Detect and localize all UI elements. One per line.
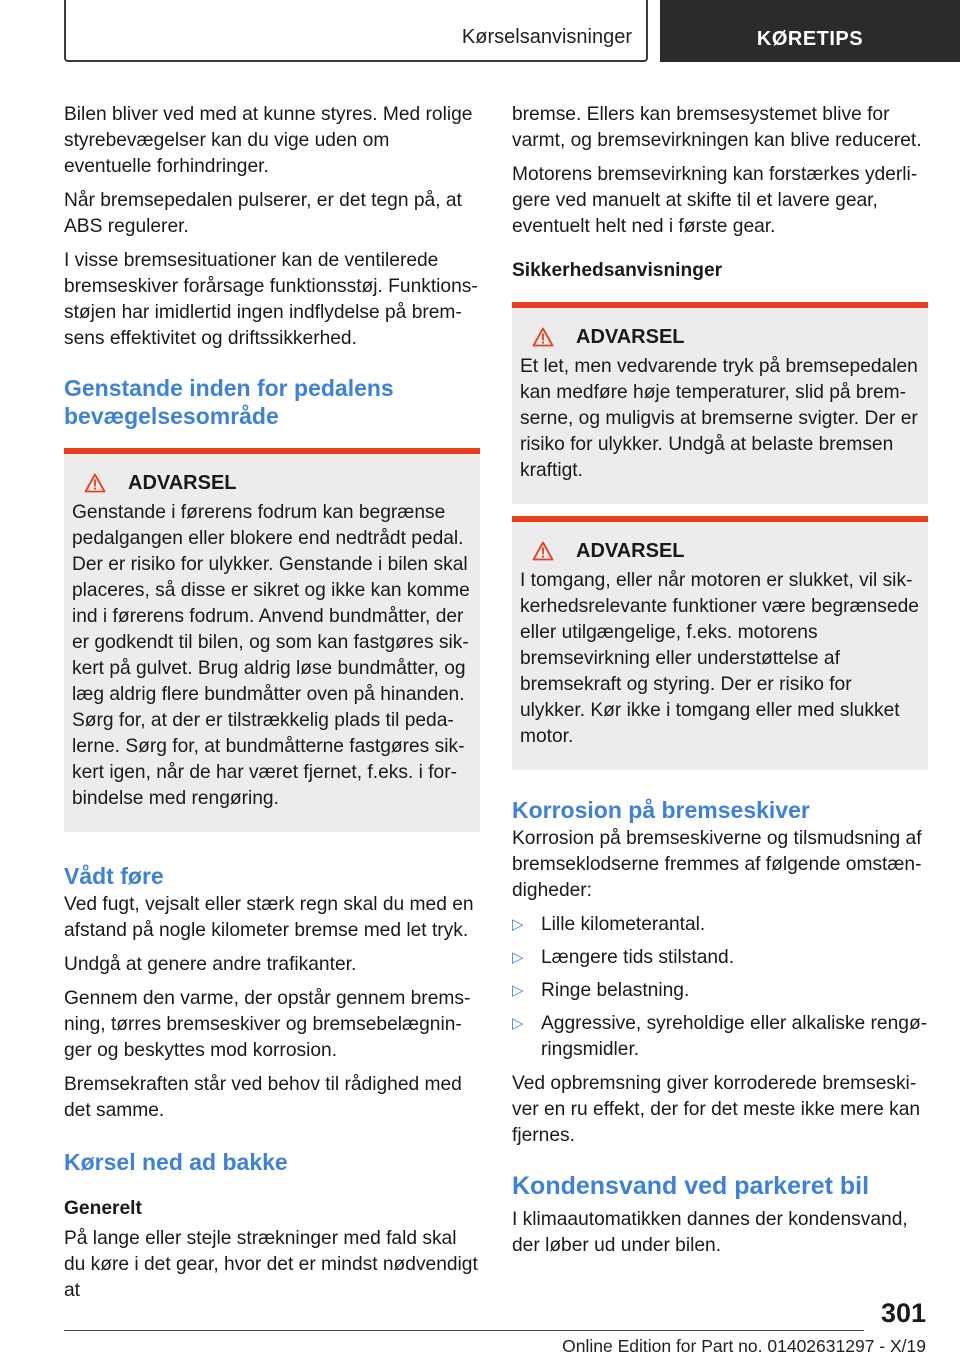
triangle-bullet-icon: ▷ [512,916,524,933]
paragraph: På lange eller stejle strækninger med fald skal du køre i det gear, hvor det er mindst nødvendigt at [64,1228,478,1301]
paragraph: Når bremsepedalen pulserer, er det tegn på, at ABS regulerer. [64,190,462,237]
list-item: ▷ Længere tids stilstand. [512,945,928,971]
header-section-tab [64,0,648,62]
warning-title [72,470,472,496]
left-column [64,102,480,1312]
heading-corrosion: Korrosion på bremseskiver [512,797,810,823]
paragraph: Undgå at genere andre trafikanter. [64,954,357,975]
triangle-bullet-icon: ▷ [512,1015,524,1032]
page-number: 301 [880,1298,926,1328]
list-item: ▷ Lille kilometerantal. [512,912,928,938]
warning-title-text: ADVARSEL [576,540,685,562]
warning-box-idle [512,516,928,770]
subheading-general: Generelt [64,1198,142,1219]
paragraph: I visse bremsesituationer kan de ventilerede bremseskiver forårsage funktionsstøj. Funktionsstøjen har imidlertid ingen indflydelse på bremsens effektivitet og driftssikkerhed. [64,250,478,349]
right-column [512,102,928,1267]
heading-downhill: Kørsel ned ad bakke [64,1149,288,1175]
header-section-title: Kørselsanvisninger [461,26,632,48]
heading-condensate: Kondensvand ved parkeret bil [512,1172,870,1200]
header-chapter-title: KØRETIPS [756,28,864,50]
paragraph: bremse. Ellers kan bremsesystemet blive for varmt, og bremsevirkningen kan blive reduceret. [512,104,922,151]
heading-wet-road: Vådt føre [64,863,164,889]
warning-text: I tomgang, eller når motoren er slukket, vil sikkerhedsrelevante funktioner være begrænsede eller utilgængelige, f.eks. motorens bremsevirkning eller understøttelse af bremsekraft og styring. Der er risiko for ulykker. Kør ikke i tomgang eller med slukket motor. [520,570,919,747]
paragraph: Ved fugt, vejsalt eller stærk regn skal du med en afstand på nogle kilometer bremse med let tryk. [64,894,474,941]
warning-triangle-icon [532,327,554,347]
paragraph: Bremsekraften står ved behov til rådighed med det samme. [64,1074,462,1121]
footer-divider [64,1330,864,1331]
warning-title-text: ADVARSEL [576,326,685,348]
paragraph: Motorens bremsevirkning kan forstærkes yderligere ved manuelt at skifte til et lavere gear, eventuelt helt ned i første gear. [512,164,918,237]
footer-edition: Online Edition for Part no. 01402631297 - X/19 [562,1336,926,1356]
list-item: ▷ Aggressive, syreholdige eller alkaliske rengøringsmidler. [512,1013,928,1060]
warning-triangle-icon [532,541,554,561]
triangle-bullet-icon: ▷ [512,982,524,999]
triangle-bullet-icon: ▷ [512,949,524,966]
warning-text: Genstande i førerens fodrum kan begrænse pedalgangen eller blokere end nedtrådt pedal. Der er risiko for ulykker. Genstande i bilen skal placeres, så disse er sikret og ikke kan komme ind i førerens fodrum. Anvend bundmåtter, der er godkendt til bilen, og som kan fastgøres sikkert på gulvet. Brug aldrig løse bundmåtter, og læg aldrig flere bundmåtter oven på hinanden. Sørg for, at der er tilstrækkelig plads til pedalerne. Sørg for, at bundmåtterne fastgøres sikkert igen, når de har været fjernet, f.eks. i forbindelse med rengøring. [72,502,470,809]
list-item: ▷ Ringe belastning. [512,978,928,1004]
subheading-safety: Sikkerhedsanvisninger [512,260,723,281]
warning-box-brake-pressure [512,302,928,504]
corrosion-list [512,912,928,1063]
paragraph: Bilen bliver ved med at kunne styres. Med rolige styrebevægelser kan du vige uden om eventuelle forhindringer. [64,104,473,177]
paragraph: Korrosion på bremseskiverne og tilsmudsning af bremseklodserne fremmes af følgende omstændigheder: [512,828,922,901]
paragraph: I klimaautomatikken dannes der kondensvand, der løber ud under bilen. [512,1209,908,1256]
warning-box-pedal [64,448,480,832]
warning-text: Et let, men vedvarende tryk på bremsepedalen kan medføre høje temperaturer, slid på bremserne, og muligvis at bremserne svigter. Der er risiko for ulykker. Undgå at belaste bremsen kraftigt. [520,356,918,481]
warning-title-text: ADVARSEL [128,472,237,494]
header-chapter-tab [660,0,960,62]
paragraph: Ved opbremsning giver korroderede bremseskiver en ru effekt, der for det meste ikke mere kan fjernes. [512,1073,921,1146]
warning-title [520,324,920,350]
heading-pedal-area: Genstande inden for pedalens bevægelsesområde [64,375,394,429]
warning-triangle-icon [84,473,106,493]
warning-title [520,538,920,564]
paragraph: Gennem den varme, der opstår gennem bremsning, tørres bremseskiver og bremsebelægninger og beskyttes mod korrosion. [64,988,471,1061]
